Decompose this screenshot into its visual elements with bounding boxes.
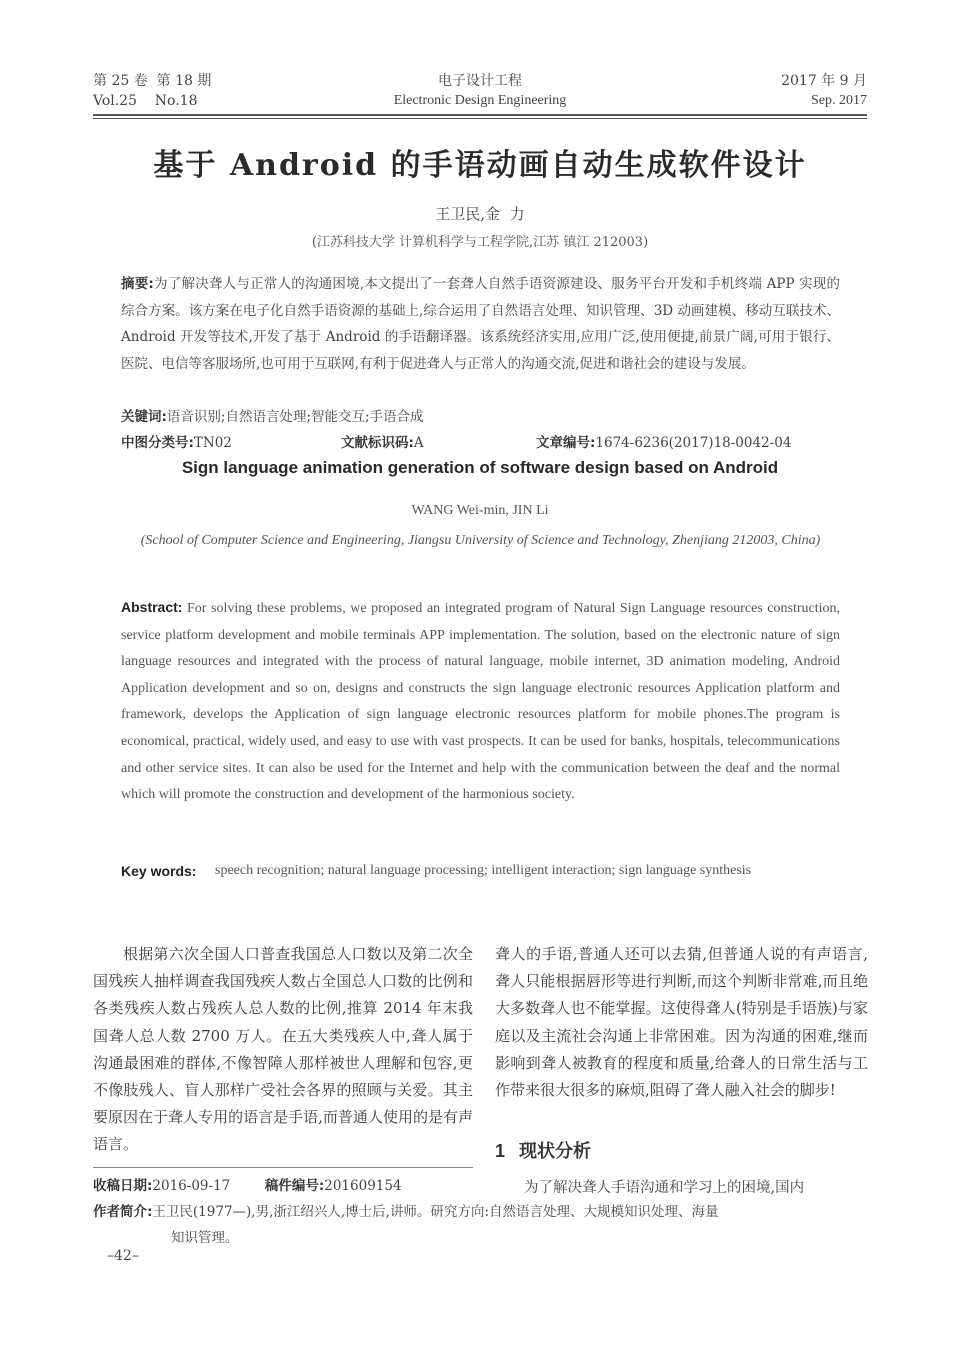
date-cn: 2017 年 9 月 xyxy=(781,73,867,89)
volume-issue-cn: 第 25 卷 第 18 期 xyxy=(93,73,212,89)
paper-title: 基于 Android 的手语动画自动生成软件设计 xyxy=(153,148,807,183)
keywords-en-label: Key words: xyxy=(121,863,197,879)
affiliation: (江苏科技大学 计算机科学与工程学院,江苏 镇江 212003) xyxy=(311,235,649,250)
abstract-en-text: For solving these problems, we proposed an integrated program of Natural Sign Language resources construction, service platform development and mobile terminals APP implementation. The solution, based on the electronic nature of sign language resources and integrated with the process of natural language, mobile internet, 3D animation modeling, Android Application development and so on, designs and constructs the sign language electronic resources Application platform and framework, develops the Application of sign language electronic resources platform for mobile phones.The program is economical, practical, widely used, and easy to use with vast prospects. It can be used for banks, hospitals, telecommunications and other service sites. It can also be used for the Internet and help with the communication between the deaf and the normal which will promote the construction and development of the harmonious society. xyxy=(121,601,841,803)
abstract-cn-text: 为了解决聋人与正常人的沟通困境,本文提出了一套聋人自然手语资源建设、服务平台开发和手机终端 APP 实现的综合方案。该方案在电子化自然手语资源的基础上,综合运用了自然语言处理、知识管理、3D 动画建模、移动互联技术、Android 开发等技术,开发了基于 Android 的手语翻译器。该系统经济实用,应用广泛,使用便捷,前景广阔,可用于银行、医院、电信等客服场所,也可用于互联网,有利于促进聋人与正常人的沟通交流,促进和谐社会的建设与发展。 xyxy=(121,276,840,372)
affiliation-en: (School of Computer Science and Engineering, Jiangsu University of Science and Technology, Zhenjiang 212003, China) xyxy=(140,533,821,548)
keywords-cn-label: 关键词: xyxy=(121,409,167,425)
journal-name xyxy=(330,71,630,111)
doc-code-value: A xyxy=(413,435,424,451)
article-number xyxy=(536,431,791,451)
page-number: –42– xyxy=(107,1248,139,1264)
issue-info xyxy=(93,71,211,111)
footnote-bio xyxy=(93,1200,868,1224)
date-en: Sep. 2017 xyxy=(811,93,867,108)
body-left-column: 根据第六次全国人口普查我国总人口数以及第二次全国残疾人抽样调查我国残疾人数占全国总人口数的比例和各类残疾人数占残疾人总人数的比例,推算 2014 年末我国聋人总人数 2700 万人。在五大类残疾人中,聋人属于沟通最困难的群体,不像智障人那样被世人理解和包容,更不像肢残人、盲人那样广受社会各界的照顾与关爱。其主要原因在于聋人专用的语言是手语,而普通人使用的是有声语言。 xyxy=(93,945,473,1154)
authors: 王卫民,金 力 xyxy=(435,205,525,223)
authors-en: WANG Wei-min, JIN Li xyxy=(411,503,549,518)
doc-code-label: 文献标识码: xyxy=(341,435,414,451)
clc-label: 中图分类号: xyxy=(121,435,194,451)
section-heading xyxy=(495,1137,591,1163)
header-rule-thick xyxy=(93,114,867,116)
footnote-bio-continued: 知识管理。 xyxy=(171,1230,239,1246)
keywords-en-text: speech recognition; natural language processing; intelligent interaction; sign language synthesis xyxy=(215,863,752,878)
footnote-dates xyxy=(93,1174,402,1198)
section-text: 为了解决聋人手语沟通和学习上的困境,国内 xyxy=(524,1180,805,1196)
article-number-value: 1674-6236(2017)18-0042-04 xyxy=(595,435,792,451)
received-label: 收稿日期: xyxy=(93,1178,153,1194)
keywords-cn-text: 语音识别;自然语言处理;智能交互;手语合成 xyxy=(166,409,424,425)
journal-name-cn: 电子设计工程 xyxy=(438,73,522,89)
volume-issue-en: Vol.25 No.18 xyxy=(93,93,198,109)
body-right-column: 聋人的手语,普通人还可以去猜,但普通人说的有声语言,聋人只能根据唇形等进行判断,而这个判断非常难,而且绝大多数聋人也不能掌握。这使得聋人(特别是手语族)与家庭以及主流社会沟通上非常困难。因为沟通的困难,继而影响到聋人被教育的程度和质量,给聋人的日常生活与工作带来很大很多的麻烦,阻碍了聋人融入社会的脚步! xyxy=(495,945,868,1100)
article-number-label: 文章编号: xyxy=(536,435,596,451)
paper-title-en: Sign language animation generation of software design based on Android xyxy=(181,458,779,477)
abstract-en xyxy=(121,594,840,809)
abstract-cn xyxy=(121,271,840,377)
footnote-rule xyxy=(93,1167,473,1168)
abstract-en-label: Abstract: xyxy=(121,599,183,615)
bio-label: 作者简介: xyxy=(93,1204,153,1220)
manuscript-value: 201609154 xyxy=(324,1178,402,1194)
clc-number xyxy=(121,431,232,451)
section-number: 1 xyxy=(495,1141,506,1161)
journal-name-en: Electronic Design Engineering xyxy=(393,93,567,108)
clc-value: TN02 xyxy=(193,435,232,451)
publication-date xyxy=(781,71,867,111)
keywords-cn xyxy=(121,405,840,425)
section-title: 现状分析 xyxy=(519,1141,592,1161)
doc-code xyxy=(341,431,424,451)
manuscript-label: 稿件编号: xyxy=(264,1178,325,1194)
received-value: 2016-09-17 xyxy=(152,1178,231,1194)
abstract-cn-label: 摘要: xyxy=(121,276,154,292)
bio-text: 王卫民(1977—),男,浙江绍兴人,博士后,讲师。研究方向:自然语言处理、大规模知识处理、海量 xyxy=(152,1204,719,1220)
keywords-en xyxy=(121,858,840,885)
header-rule-thin xyxy=(93,118,867,119)
